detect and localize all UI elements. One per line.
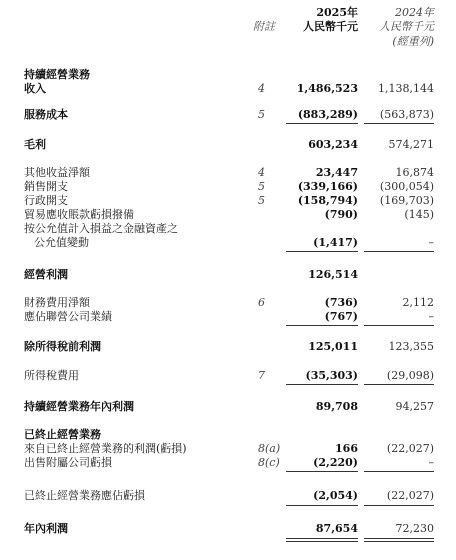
value-2025: (339,166): [297, 180, 358, 193]
row-label: 經營利潤: [24, 268, 68, 281]
double-rule-2024-top: [364, 538, 434, 539]
row-loss-on-disposal: [0, 456, 456, 470]
row-label: 銷售開支: [24, 180, 68, 193]
year-2025-header: 2025年: [316, 6, 358, 19]
row-label: 財務費用淨額: [24, 296, 90, 309]
value-2025: (736): [324, 296, 358, 309]
subtotal-rule-2025: [286, 384, 358, 385]
value-2024: –: [428, 456, 434, 469]
double-rule-2025-top: [286, 538, 358, 539]
row-note: 5: [258, 194, 265, 207]
row-label: 收入: [24, 82, 46, 95]
row-income-tax: [0, 369, 456, 383]
row-fvtpl-change: [0, 236, 456, 250]
value-2024: 72,230: [395, 522, 434, 535]
subtotal-rule-2024: [364, 251, 434, 252]
value-2024: 16,874: [395, 166, 434, 179]
row-note: 5: [258, 108, 265, 121]
value-2025: (2,054): [313, 489, 358, 502]
row-label: 持續經營業務年內利潤: [24, 400, 134, 413]
row-note: 4: [258, 82, 265, 95]
value-2025: 603,234: [308, 138, 358, 151]
value-2025: (35,303): [305, 369, 358, 382]
value-2025: (883,289): [297, 108, 358, 121]
row-label: 行政開支: [24, 194, 68, 207]
row-label: 年內利潤: [24, 522, 68, 535]
value-2024: –: [428, 310, 434, 323]
value-2024: (22,027): [386, 442, 434, 455]
row-revenue: [0, 82, 456, 96]
subtotal-rule-2024: [364, 325, 434, 326]
subtotal-rule-2025: [286, 251, 358, 252]
value-2025: (1,417): [313, 236, 358, 249]
row-label: 按公允值計入損益之金融資產之: [24, 222, 178, 235]
row-other-income: [0, 166, 456, 180]
row-label: 來自已終止經營業務的利潤(虧損): [24, 442, 187, 455]
row-cost-of-services: [0, 108, 456, 122]
value-2024: 2,112: [402, 296, 434, 309]
row-label: 已終止經營業務應佔虧損: [24, 489, 145, 502]
row-label: 除所得稅前利潤: [24, 340, 101, 353]
value-2024: 94,257: [395, 400, 434, 413]
value-2025: (2,220): [313, 456, 358, 469]
subtotal-rule-2024: [364, 471, 434, 472]
row-note: 8(c): [258, 456, 280, 469]
row-profit-for-year: [0, 522, 456, 536]
row-fvtpl-line1: [0, 222, 456, 236]
subtotal-rule-2025: [286, 325, 358, 326]
value-2024: –: [428, 236, 434, 249]
row-gross-profit: [0, 138, 456, 152]
year-2024-header: 2024年: [395, 6, 434, 19]
value-2024: (169,703): [379, 194, 434, 207]
unit-2025-header: 人民幣千元: [303, 20, 358, 33]
row-label: 服務成本: [24, 108, 68, 121]
value-2025: 166: [335, 442, 358, 455]
double-rule-2025-bottom: [286, 541, 358, 542]
unit-2024-header: 人民幣千元: [379, 20, 434, 33]
row-note: 5: [258, 180, 265, 193]
row-operating-profit: [0, 268, 456, 282]
value-2024: (22,027): [386, 489, 434, 502]
row-label: 持續經營業務: [24, 68, 90, 81]
value-2025: 125,011: [308, 340, 358, 353]
row-share-of-associates: [0, 310, 456, 324]
row-discontinued-loss-attributable: [0, 489, 456, 503]
value-2024: 1,138,144: [378, 82, 434, 95]
value-2025: 87,654: [315, 522, 358, 535]
value-2025: 23,447: [315, 166, 358, 179]
row-discontinued-profit-loss: [0, 442, 456, 456]
value-2025: (767): [324, 310, 358, 323]
value-2024: (563,873): [379, 108, 434, 121]
subtotal-rule-2024: [364, 505, 434, 506]
row-receivables-loss-allowance: [0, 208, 456, 222]
double-rule-2024-bottom: [364, 541, 434, 542]
subtotal-rule-2024: [364, 384, 434, 385]
restated-label: (經重列): [392, 35, 434, 48]
value-2025: (790): [324, 208, 358, 221]
note-column-header: 附註: [253, 20, 275, 33]
subtotal-rule-2024: [364, 123, 434, 124]
subtotal-rule-2025: [286, 505, 358, 506]
value-2025: (158,794): [297, 194, 358, 207]
section-discontinued-operations: [0, 428, 456, 442]
value-2025: 1,486,523: [296, 82, 358, 95]
row-label: 出售附屬公司虧損: [24, 456, 112, 469]
row-label: 貿易應收賬款虧損撥備: [24, 208, 134, 221]
row-label: 公允值變動: [34, 236, 89, 249]
subtotal-rule-2025: [286, 471, 358, 472]
row-label: 毛利: [24, 138, 46, 151]
value-2024: (300,054): [379, 180, 434, 193]
row-label: 已終止經營業務: [24, 428, 101, 441]
value-2024: 123,355: [388, 340, 434, 353]
value-2025: 126,514: [308, 268, 358, 281]
value-2025: 89,708: [315, 400, 358, 413]
row-label: 所得稅費用: [24, 369, 79, 382]
row-note: 7: [258, 369, 265, 382]
row-note: 4: [258, 166, 265, 179]
row-note: 6: [258, 296, 265, 309]
section-continuing-operations: [0, 68, 456, 82]
value-2024: (29,098): [386, 369, 434, 382]
row-label: 其他收益淨額: [24, 166, 90, 179]
row-label: 應佔聯營公司業績: [24, 310, 112, 323]
row-profit-continuing: [0, 400, 456, 414]
value-2024: 574,271: [388, 138, 434, 151]
row-selling-expenses: [0, 180, 456, 194]
row-net-finance-costs: [0, 296, 456, 310]
subtotal-rule-2025: [286, 123, 358, 124]
row-profit-before-tax: [0, 340, 456, 354]
row-admin-expenses: [0, 194, 456, 208]
value-2024: (145): [404, 208, 434, 221]
row-note: 8(a): [258, 442, 281, 455]
